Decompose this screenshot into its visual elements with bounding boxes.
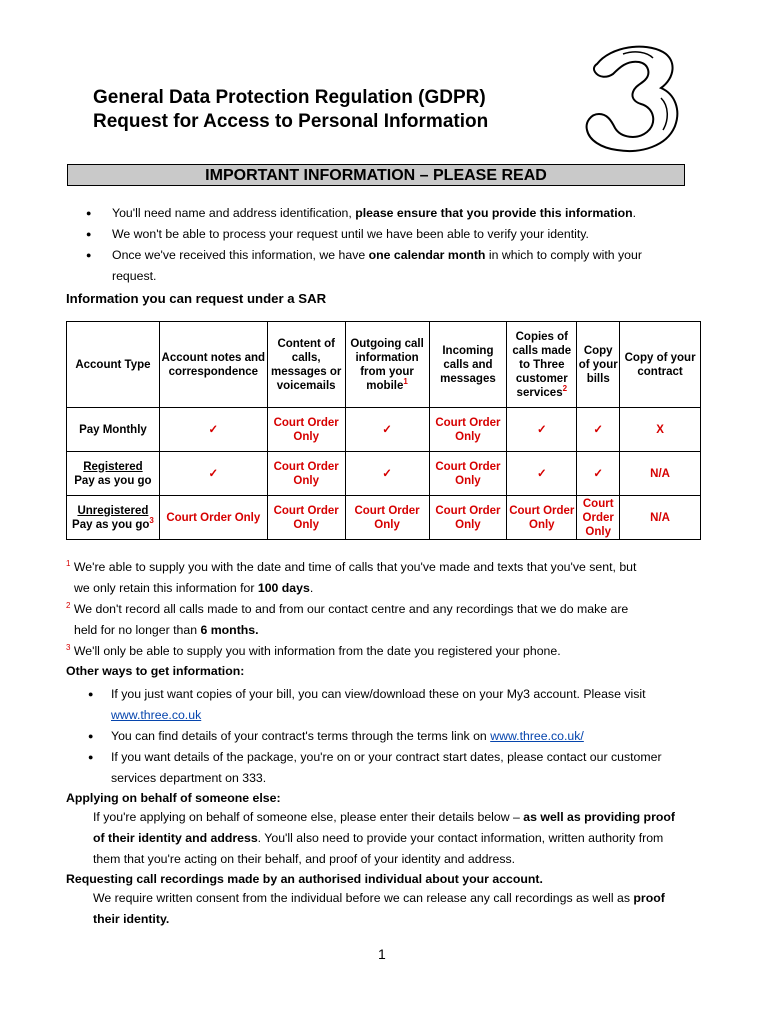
check-icon: ✓ — [159, 408, 267, 452]
check-icon: ✓ — [577, 452, 620, 496]
header-account-notes: Account notes and correspondence — [159, 322, 267, 408]
cell-contract: N/A — [620, 496, 701, 540]
check-icon: ✓ — [345, 452, 429, 496]
cell-bills: Court Order Only — [577, 496, 620, 540]
other-section — [0, 662, 768, 930]
cell-content: Court Order Only — [267, 408, 345, 452]
footnote-2-cont: held for no longer than 6 months. — [74, 623, 259, 637]
behalf-heading: Applying on behalf of someone else: — [66, 791, 281, 805]
document-title — [93, 86, 488, 134]
header-copies: Copies of calls made to Three customer services$^2$ — [507, 322, 577, 408]
bullet-icon: ● — [88, 731, 94, 741]
page-number: 1 — [378, 946, 386, 962]
table-header-row — [67, 322, 701, 408]
footnotes — [66, 557, 716, 662]
header-outgoing: Outgoing call information from your mobile$^1$ — [345, 322, 429, 408]
list-item: ● You'll need name and address identification, please ensure that you provide this information. — [0, 203, 672, 224]
sar-heading: Information you can request under a SAR — [66, 291, 327, 306]
table-row — [67, 408, 701, 452]
title-line-1: General Data Protection Regulation (GDPR) — [93, 87, 486, 108]
header-contract: Copy of your contract — [620, 322, 701, 408]
bullet-icon: ● — [86, 229, 92, 239]
cell-account-type: Unregistered Pay as you $go^3$ — [67, 496, 160, 540]
list-item: ● If you just want copies of your bill, you can view/download these on your My3 account. Please visit www.three.co.uk — [0, 684, 691, 726]
title-line-2: Request for Access to Personal Information — [93, 111, 489, 132]
cross-icon: X — [620, 408, 701, 452]
header-account-type: Account Type — [67, 322, 160, 408]
cell-content: Court Order Only — [267, 452, 345, 496]
check-icon: ✓ — [159, 452, 267, 496]
cell-account-type: Pay Monthly — [67, 408, 160, 452]
three-terms-link[interactable]: www.three.co.uk/ — [490, 729, 584, 743]
check-icon: ✓ — [507, 452, 577, 496]
three-link[interactable]: www.three.co.uk — [111, 708, 202, 722]
header-incoming: Incoming calls and messages — [429, 322, 507, 408]
list-item: ● If you want details of the package, you're on or your contract start dates, please contact our customer services department on 333. — [0, 747, 691, 789]
recordings-heading: Requesting call recordings made by an authorised individual about your account. — [66, 872, 543, 886]
list-item: ● You can find details of your contract's terms through the terms link on www.three.co.uk/ — [0, 726, 691, 747]
three-logo-icon — [583, 42, 681, 154]
list-item: ● Once we've received this information, we have one calendar month in which to comply with your request. — [0, 245, 672, 287]
table-row — [67, 496, 701, 540]
header-content: Content of calls, messages or voicemails — [267, 322, 345, 408]
cell-contract: N/A — [620, 452, 701, 496]
cell-content: Court Order Only — [267, 496, 345, 540]
cell-copies: Court Order Only — [507, 496, 577, 540]
recordings-paragraph: We require written consent from the individual before we can release any call recordings as well as proof their identity. — [93, 891, 665, 926]
cell-incoming: Court Order Only — [429, 496, 507, 540]
footnote-3: $^3$ We'll only be able to supply you with information from the date you registered your phone. — [66, 642, 561, 658]
footnote-1: $^1$ We're able to supply you with the date and time of calls that you've made and texts that you've sent, but — [66, 558, 637, 574]
sar-table — [66, 321, 701, 540]
bullet-icon: ● — [88, 752, 94, 762]
other-heading: Other ways to get information: — [66, 664, 245, 678]
check-icon: ✓ — [577, 408, 620, 452]
table-row — [67, 452, 701, 496]
important-bullets — [0, 203, 768, 287]
bullet-icon: ● — [88, 689, 94, 699]
footnote-2: $^2$ We don't record all calls made to and from our contact centre and any recordings that we do make are — [66, 600, 629, 616]
important-banner: IMPORTANT INFORMATION – PLEASE READ — [67, 164, 685, 186]
bullet-icon: ● — [86, 208, 92, 218]
cell-outgoing: Court Order Only — [345, 496, 429, 540]
cell-incoming: Court Order Only — [429, 452, 507, 496]
check-icon: ✓ — [507, 408, 577, 452]
check-icon: ✓ — [345, 408, 429, 452]
behalf-paragraph: If you're applying on behalf of someone else, please enter their details below – as well as providing proof of their identity and address. You'll also need to provide your contact information, written authority from them that you're acting on their behalf, and proof of your identity and address. — [93, 810, 675, 866]
header-bills: Copy of your bills — [577, 322, 620, 408]
bullet-icon: ● — [86, 250, 92, 260]
cell-incoming: Court Order Only — [429, 408, 507, 452]
list-item: ● We won't be able to process your request until we have been able to verify your identity. — [0, 224, 672, 245]
cell-notes: Court Order Only — [159, 496, 267, 540]
cell-account-type: Registered Pay as you go — [67, 452, 160, 496]
footnote-1-cont: we only retain this information for 100 days. — [74, 581, 314, 595]
